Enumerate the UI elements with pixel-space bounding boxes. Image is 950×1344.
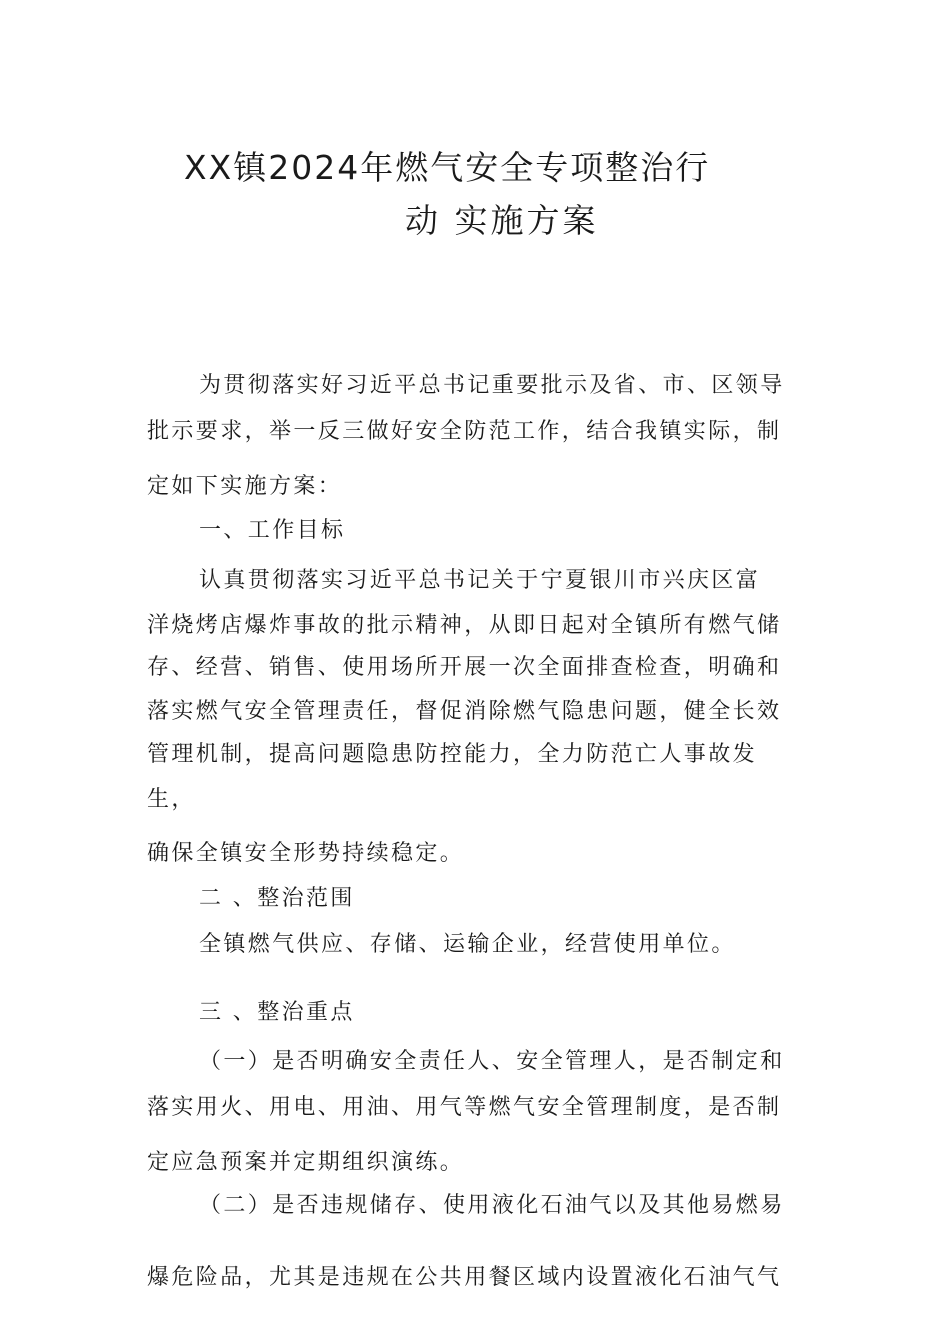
section-heading: 二 、整治范围 xyxy=(199,886,355,911)
paragraph-line: 批示要求，举一反三做好安全防范工作，结合我镇实际，制 xyxy=(147,419,782,444)
paragraph-line: 定应急预案并定期组织演练。 xyxy=(147,1150,465,1175)
paragraph-line: 存、经营、销售、使用场所开展一次全面排查检查，明确和 xyxy=(147,655,782,680)
paragraph-line: 爆危险品，尤其是违规在公共用餐区域内设置液化石油气气 xyxy=(147,1265,782,1290)
paragraph-line: （二）是否违规储存、使用液化石油气以及其他易燃易 xyxy=(199,1193,785,1218)
paragraph-line: 为贯彻落实好习近平总书记重要批示及省、市、区领导 xyxy=(199,373,785,398)
document-title-line-1: XX镇2024年燃气安全专项整治行 xyxy=(184,148,711,187)
paragraph-line: 确保全镇安全形势持续稳定。 xyxy=(147,841,465,866)
paragraph-line: 生， xyxy=(147,787,196,812)
paragraph-line: （一）是否明确安全责任人、安全管理人，是否制定和 xyxy=(199,1049,785,1074)
paragraph-line: 全镇燃气供应、存储、运输企业，经营使用单位。 xyxy=(199,932,736,957)
document-title-line-2: 动 实施方案 xyxy=(405,201,599,240)
paragraph-line: 管理机制，提高问题隐患防控能力，全力防范亡人事故发 xyxy=(147,742,758,767)
section-heading: 一、工作目标 xyxy=(199,518,346,543)
paragraph-line: 落实燃气安全管理责任，督促消除燃气隐患问题，健全长效 xyxy=(147,699,782,724)
section-heading: 三 、整治重点 xyxy=(199,1000,355,1025)
paragraph-line: 洋烧烤店爆炸事故的批示精神，从即日起对全镇所有燃气储 xyxy=(147,613,782,638)
paragraph-line: 认真贯彻落实习近平总书记关于宁夏银川市兴庆区富 xyxy=(199,568,761,593)
paragraph-line: 落实用火、用电、用油、用气等燃气安全管理制度，是否制 xyxy=(147,1095,782,1120)
paragraph-line: 定如下实施方案： xyxy=(147,474,343,499)
